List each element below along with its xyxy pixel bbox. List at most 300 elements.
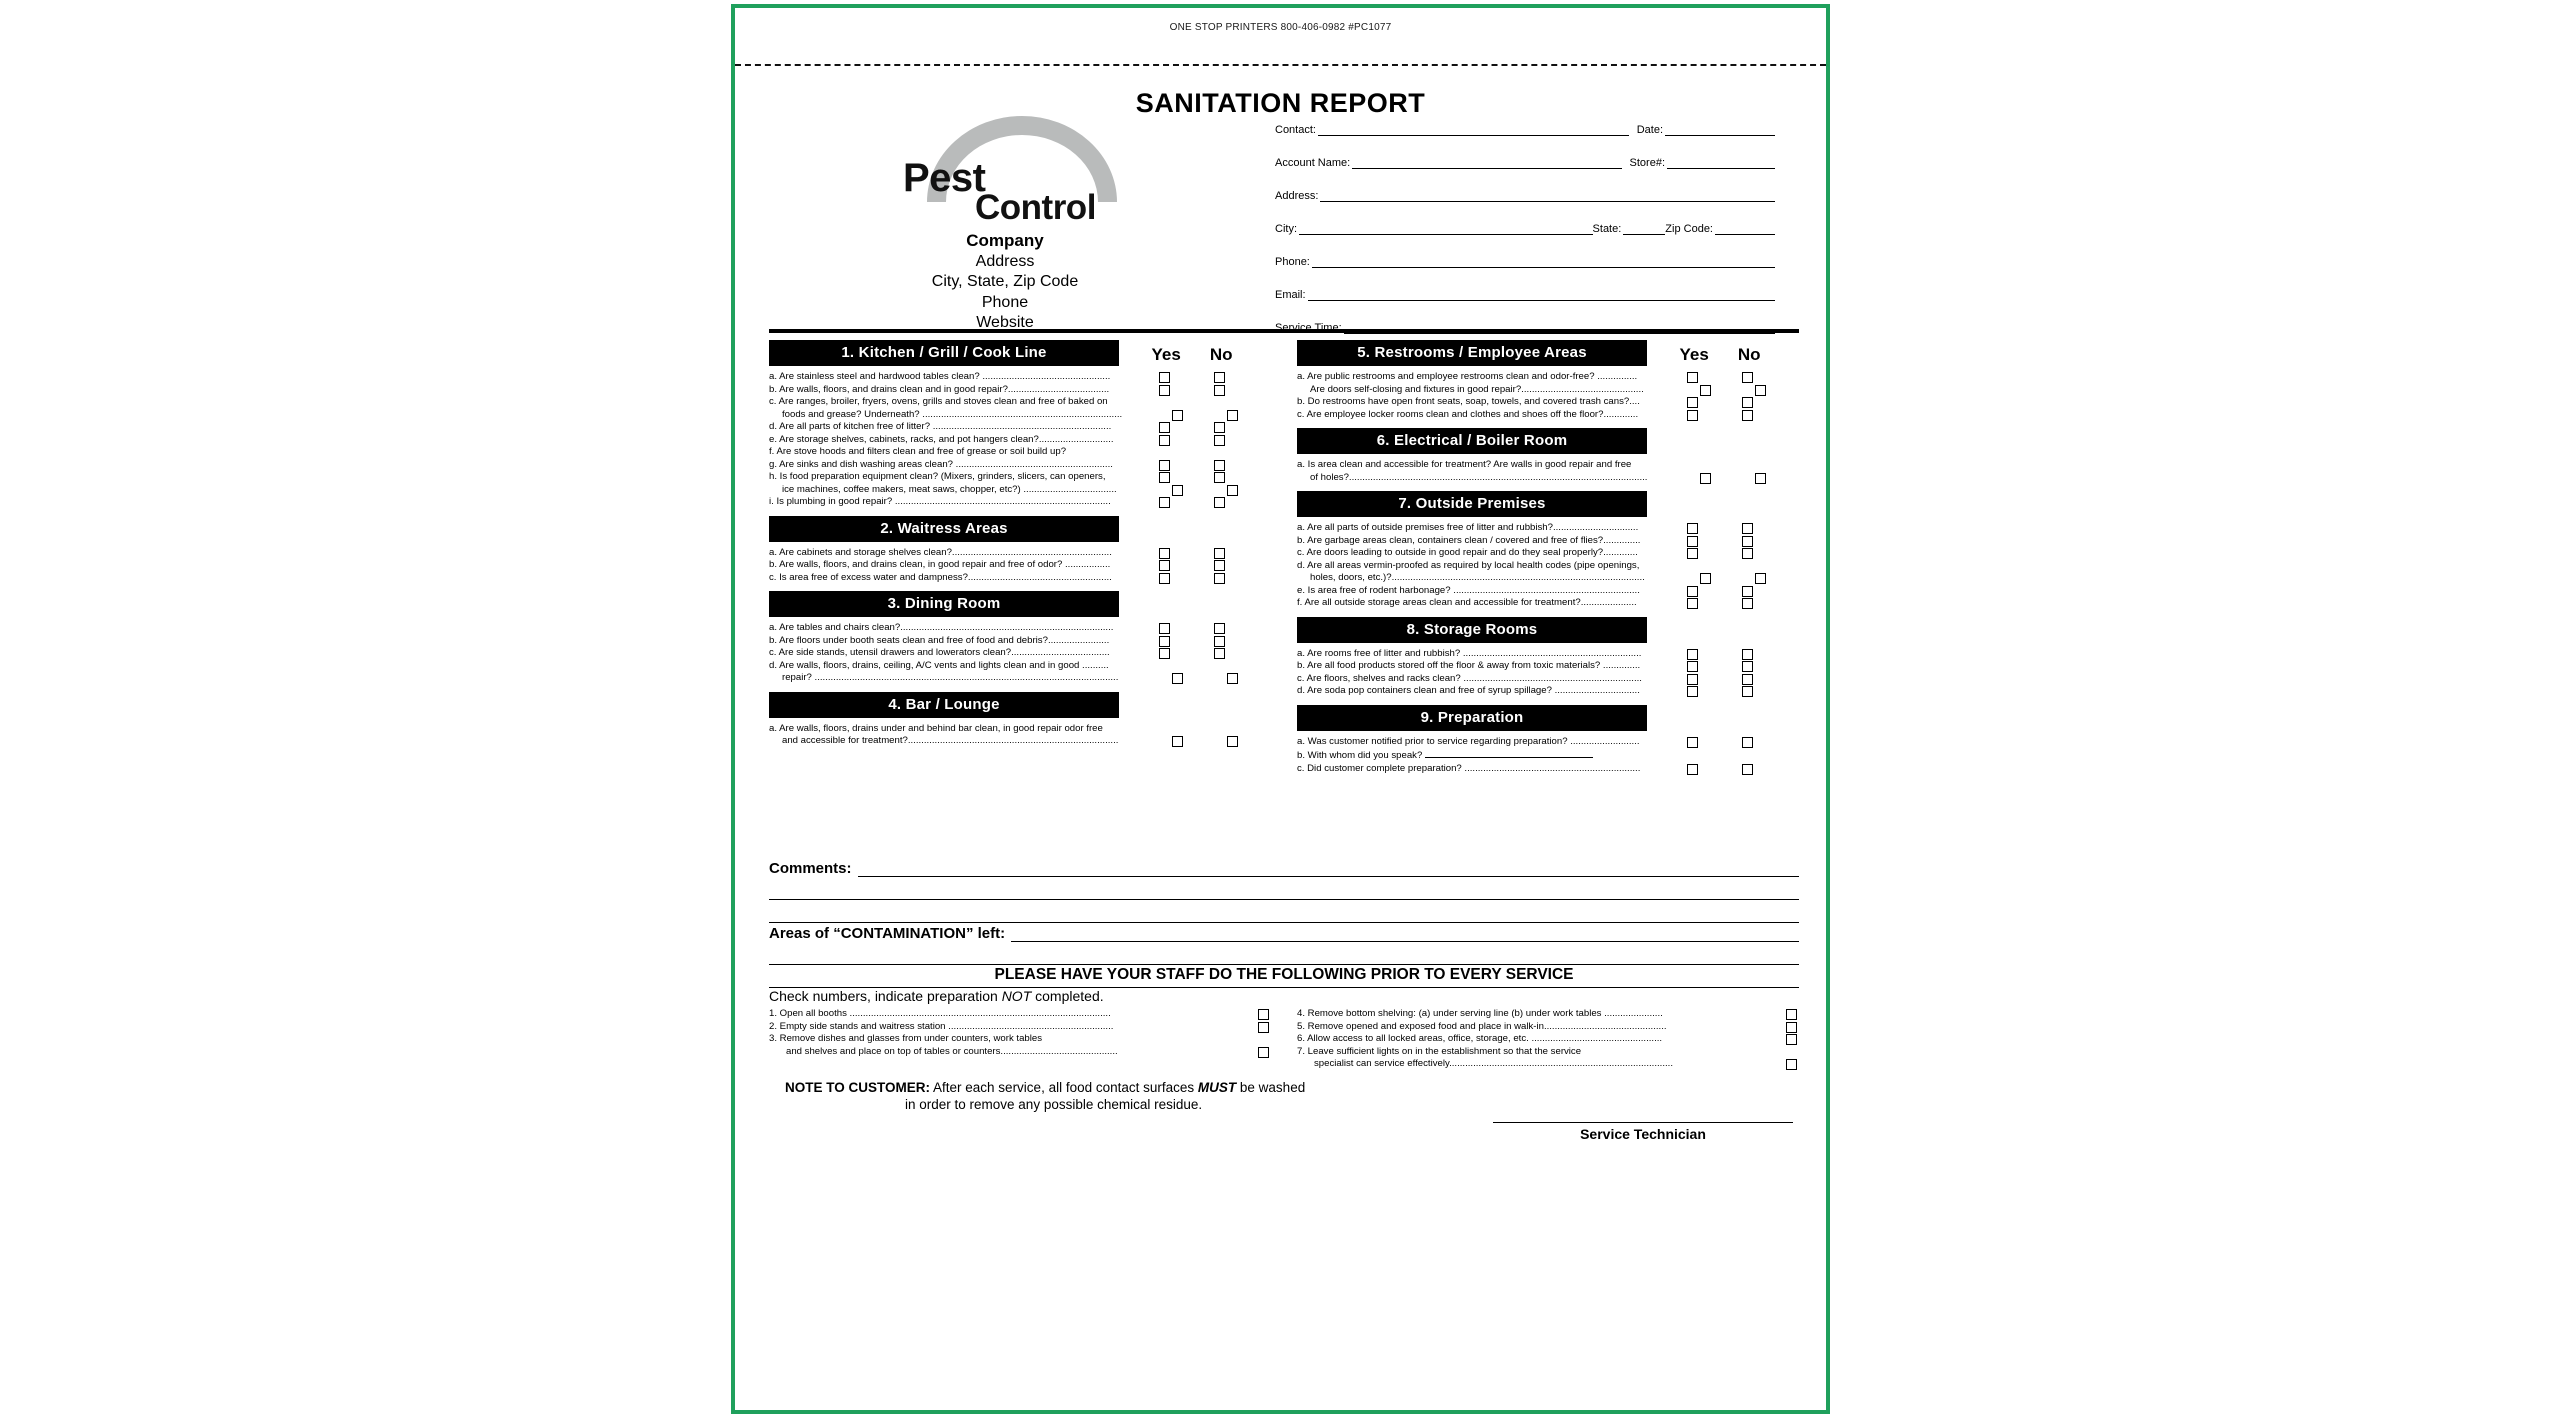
logo-word-pest: Pest bbox=[903, 156, 986, 200]
yes-checkbox[interactable] bbox=[1159, 648, 1170, 659]
yes-no-checkboxes bbox=[1137, 446, 1247, 458]
yes-checkbox[interactable] bbox=[1687, 523, 1698, 534]
no-checkbox[interactable] bbox=[1214, 385, 1225, 396]
checklist-item-label: a. Are all parts of outside premises free of litter and rubbish?................................ bbox=[1297, 522, 1639, 533]
yes-checkbox[interactable] bbox=[1687, 661, 1698, 672]
yes-checkbox[interactable] bbox=[1159, 548, 1170, 559]
no-checkbox[interactable] bbox=[1742, 674, 1753, 685]
section-spacer bbox=[1297, 421, 1797, 428]
header-divider bbox=[769, 329, 1799, 333]
yes-no-checkboxes bbox=[1150, 735, 1260, 747]
staff-instructions bbox=[769, 966, 1799, 1071]
yes-checkbox[interactable] bbox=[1159, 497, 1170, 508]
company-name: Company bbox=[966, 231, 1044, 250]
yes-checkbox[interactable] bbox=[1172, 410, 1183, 421]
no-checkbox[interactable] bbox=[1214, 497, 1225, 508]
no-checkbox[interactable] bbox=[1214, 472, 1225, 483]
contamination-input-line-2[interactable] bbox=[769, 942, 1799, 965]
section-header-row bbox=[1297, 340, 1797, 366]
staff-list-item bbox=[1297, 1033, 1797, 1046]
account-name-label: Account Name: bbox=[1275, 157, 1351, 169]
checklist-item-label: d. Are soda pop containers clean and free of syrup spillage? ................................ bbox=[1297, 685, 1640, 696]
yes-no-checkboxes bbox=[1137, 723, 1247, 735]
checklist-item bbox=[1297, 371, 1797, 384]
printer-credit: ONE STOP PRINTERS 800-406-0982 #PC1077 bbox=[1169, 22, 1392, 33]
checklist-item-label: a. Are stainless steel and hardwood tables clean? ................................................ bbox=[769, 371, 1111, 382]
no-checkbox[interactable] bbox=[1227, 673, 1238, 684]
yes-checkbox[interactable] bbox=[1172, 673, 1183, 684]
checklist-item bbox=[769, 635, 1269, 648]
staff-list-left bbox=[769, 1008, 1269, 1071]
section-header-row bbox=[769, 516, 1269, 542]
no-column-label: No bbox=[1737, 345, 1761, 364]
no-checkbox[interactable] bbox=[1742, 764, 1753, 775]
yes-checkbox[interactable] bbox=[1700, 573, 1711, 584]
no-checkbox[interactable] bbox=[1742, 548, 1753, 559]
staff-list-item-label: 1. Open all booths .................................................................................................. bbox=[769, 1008, 1111, 1019]
field-row-email bbox=[1275, 289, 1775, 301]
yes-checkbox[interactable] bbox=[1687, 548, 1698, 559]
staff-item-checkbox[interactable] bbox=[1786, 1022, 1797, 1033]
checklist-item-label: d. Are all parts of kitchen free of litter? ................................................................... bbox=[769, 421, 1112, 432]
customer-note-line-2: in order to remove any possible chemical residue. bbox=[905, 1097, 1203, 1112]
checklist-item-label: repair? .................................................................................................................. bbox=[782, 672, 1119, 683]
customer-note-area bbox=[769, 1080, 1799, 1142]
phone-label: Phone: bbox=[1275, 256, 1310, 268]
yes-no-checkboxes bbox=[1665, 371, 1775, 383]
no-checkbox[interactable] bbox=[1742, 523, 1753, 534]
yes-checkbox[interactable] bbox=[1159, 460, 1170, 471]
no-checkbox[interactable] bbox=[1742, 686, 1753, 697]
yes-checkbox[interactable] bbox=[1159, 573, 1170, 584]
pest-control-logo bbox=[865, 116, 1145, 226]
staff-item-checkbox[interactable] bbox=[1786, 1059, 1797, 1070]
section-header-row bbox=[1297, 428, 1797, 454]
store-input[interactable] bbox=[1667, 157, 1775, 169]
staff-subtitle-post: completed. bbox=[1031, 988, 1104, 1004]
checklist-item bbox=[1297, 409, 1797, 422]
staff-list-item bbox=[1297, 1021, 1797, 1034]
section-title: 7. Outside Premises bbox=[1297, 491, 1647, 517]
checklist-item bbox=[1297, 748, 1797, 763]
checklist-item bbox=[769, 735, 1269, 748]
staff-list-item-label: 5. Remove opened and exposed food and place in walk-in.............................................. bbox=[1297, 1020, 1667, 1032]
checklist-item bbox=[1297, 522, 1797, 535]
yes-checkbox[interactable] bbox=[1687, 686, 1698, 697]
yes-no-checkboxes bbox=[1137, 647, 1247, 659]
zip-input[interactable] bbox=[1715, 223, 1775, 235]
yes-no-checkboxes bbox=[1665, 409, 1775, 421]
staff-list-item bbox=[1297, 1046, 1797, 1059]
yes-no-checkboxes bbox=[1678, 572, 1788, 584]
yes-no-checkboxes bbox=[1665, 736, 1775, 748]
staff-list-item bbox=[769, 1046, 1269, 1059]
yes-column-label: Yes bbox=[1679, 345, 1709, 364]
staff-subtitle-emphasis: NOT bbox=[1001, 988, 1032, 1004]
no-checkbox[interactable] bbox=[1742, 661, 1753, 672]
yes-checkbox[interactable] bbox=[1687, 764, 1698, 775]
yes-checkbox[interactable] bbox=[1159, 435, 1170, 446]
checklist-item bbox=[769, 559, 1269, 572]
form-sheet bbox=[735, 68, 1826, 1414]
checklist-item-label: b. Are all food products stored off the floor & away from toxic materials? .............. bbox=[1297, 660, 1641, 671]
checklist-column-left bbox=[769, 340, 1269, 748]
checklist-item bbox=[1297, 597, 1797, 610]
email-label: Email: bbox=[1275, 289, 1306, 301]
checklist-item bbox=[769, 647, 1269, 660]
no-checkbox[interactable] bbox=[1742, 737, 1753, 748]
yes-checkbox[interactable] bbox=[1159, 385, 1170, 396]
section-title: 9. Preparation bbox=[1297, 705, 1647, 731]
checklist-item-label: d. Are all areas vermin-proofed as required by local health codes (pipe openings, bbox=[1297, 559, 1640, 571]
section-spacer bbox=[1297, 698, 1797, 705]
section-items bbox=[769, 547, 1269, 585]
yes-no-checkboxes bbox=[1665, 535, 1775, 547]
service-time-label: Service Time: bbox=[1275, 322, 1342, 334]
field-row-account-store bbox=[1275, 157, 1775, 169]
no-checkbox[interactable] bbox=[1214, 636, 1225, 647]
logo-word-control: Control bbox=[975, 188, 1096, 227]
yes-checkbox[interactable] bbox=[1700, 473, 1711, 484]
section-spacer bbox=[1297, 484, 1797, 491]
checklist-item bbox=[769, 496, 1269, 509]
checklist-item bbox=[1297, 535, 1797, 548]
no-column-label: No bbox=[1209, 345, 1233, 364]
checklist-item bbox=[1297, 396, 1797, 409]
company-city-state-zip: City, State, Zip Code bbox=[931, 273, 1079, 291]
yes-no-checkboxes bbox=[1665, 585, 1775, 597]
staff-item-checkbox[interactable] bbox=[1258, 1022, 1269, 1033]
yes-no-checkboxes bbox=[1665, 763, 1775, 775]
checklist-item-label: b. Do restrooms have open front seats, soap, towels, and covered trash cans?.... bbox=[1297, 396, 1640, 407]
checklist-item-label: b. Are walls, floors, and drains clean and in good repair?...................................... bbox=[769, 383, 1110, 395]
section-header-row bbox=[769, 591, 1269, 617]
contact-input[interactable] bbox=[1318, 124, 1629, 136]
yes-no-checkboxes bbox=[1665, 685, 1775, 697]
note-text-a: After each service, all food contact surfaces bbox=[930, 1080, 1198, 1095]
no-checkbox[interactable] bbox=[1214, 460, 1225, 471]
comments-input-line-3[interactable] bbox=[769, 900, 1799, 923]
comments-input-line-1[interactable] bbox=[858, 858, 1799, 877]
checklist-item bbox=[769, 672, 1269, 685]
yes-checkbox[interactable] bbox=[1172, 736, 1183, 747]
no-checkbox[interactable] bbox=[1742, 536, 1753, 547]
section-items bbox=[1297, 522, 1797, 610]
checklist-item bbox=[769, 396, 1269, 409]
no-checkbox[interactable] bbox=[1214, 548, 1225, 559]
checklist-item-label: e. Is area free of rodent harbonage? ...................................................................... bbox=[1297, 584, 1640, 596]
checklist-item bbox=[769, 409, 1269, 422]
checklist-item-label: a. Are rooms free of litter and rubbish? ................................................................... bbox=[1297, 647, 1642, 659]
date-input[interactable] bbox=[1665, 124, 1775, 136]
no-checkbox[interactable] bbox=[1214, 372, 1225, 383]
yes-checkbox[interactable] bbox=[1687, 674, 1698, 685]
no-checkbox[interactable] bbox=[1755, 473, 1766, 484]
section-header-row bbox=[1297, 617, 1797, 643]
staff-list-item bbox=[769, 1021, 1269, 1034]
checklist-item bbox=[1297, 685, 1797, 698]
staff-list-item-label: 2. Empty side stands and waitress station .............................................................. bbox=[769, 1020, 1114, 1032]
section-items bbox=[769, 622, 1269, 685]
checklist-item-label: f. Are stove hoods and filters clean and free of grease or soil build up? bbox=[769, 446, 1067, 457]
yes-checkbox[interactable] bbox=[1159, 372, 1170, 383]
staff-list-item-label: 4. Remove bottom shelving: (a) under serving line (b) under work tables ...................... bbox=[1297, 1008, 1663, 1019]
account-name-input[interactable] bbox=[1352, 157, 1621, 169]
checklist-item bbox=[769, 547, 1269, 560]
staff-list-item-label: specialist can service effectively.................................................................................... bbox=[1314, 1058, 1673, 1069]
yes-checkbox[interactable] bbox=[1172, 485, 1183, 496]
yes-checkbox[interactable] bbox=[1159, 422, 1170, 433]
address-input[interactable] bbox=[1320, 190, 1775, 202]
staff-list-item-label: and shelves and place on top of tables or counters............................................ bbox=[786, 1045, 1118, 1057]
no-checkbox[interactable] bbox=[1742, 372, 1753, 383]
yes-no-checkboxes bbox=[1665, 396, 1775, 408]
section-items bbox=[769, 371, 1269, 509]
checklist-item bbox=[1297, 472, 1797, 485]
section-header-row bbox=[1297, 491, 1797, 517]
staff-instructions-title: PLEASE HAVE YOUR STAFF DO THE FOLLOWING PRIOR TO EVERY SERVICE bbox=[994, 966, 1574, 983]
yes-no-checkboxes bbox=[1665, 560, 1775, 572]
checklist-item-label: b. Are garbage areas clean, containers clean / covered and free of flies?.............. bbox=[1297, 534, 1641, 546]
signature-label: Service Technician bbox=[1580, 1126, 1706, 1142]
form-page bbox=[731, 4, 1830, 1414]
checklist-item-label: h. Is food preparation equipment clean? (Mixers, grinders, slicers, can openers, bbox=[769, 471, 1106, 482]
yes-checkbox[interactable] bbox=[1687, 586, 1698, 597]
staff-list-right bbox=[1297, 1008, 1797, 1071]
section-items bbox=[1297, 736, 1797, 776]
no-checkbox[interactable] bbox=[1742, 586, 1753, 597]
signature-area bbox=[1493, 1122, 1793, 1142]
yes-no-checkboxes bbox=[1137, 384, 1247, 396]
yes-no-checkboxes bbox=[1150, 484, 1260, 496]
section-header-row bbox=[769, 340, 1269, 366]
yes-checkbox[interactable] bbox=[1687, 536, 1698, 547]
yes-no-checkboxes bbox=[1665, 648, 1775, 660]
comments-label: Comments: bbox=[769, 860, 852, 877]
checklist-item-label: a. Are walls, floors, drains under and behind bar clean, in good repair odor free bbox=[769, 722, 1103, 734]
yes-no-checkboxes bbox=[1665, 547, 1775, 559]
yes-checkbox[interactable] bbox=[1687, 372, 1698, 383]
yes-no-checkboxes bbox=[1137, 547, 1247, 559]
checklist-item-label: c. Are floors, shelves and racks clean? ................................................................... bbox=[1297, 672, 1642, 684]
company-address-block bbox=[795, 230, 1215, 334]
yes-no-checkboxes bbox=[1137, 434, 1247, 446]
yes-checkbox[interactable] bbox=[1687, 397, 1698, 408]
no-checkbox[interactable] bbox=[1214, 422, 1225, 433]
staff-list-item bbox=[769, 1008, 1269, 1021]
field-row-phone bbox=[1275, 256, 1775, 268]
section-title: 8. Storage Rooms bbox=[1297, 617, 1647, 643]
note-bold-prefix: NOTE TO CUSTOMER: bbox=[785, 1080, 931, 1095]
section-header-row bbox=[1297, 705, 1797, 731]
checklist-item-label: c. Did customer complete preparation? .................................................................. bbox=[1297, 762, 1641, 774]
yes-no-checkboxes bbox=[1137, 496, 1247, 508]
customer-note-line-1 bbox=[769, 1080, 1799, 1095]
field-row-contact-date bbox=[1275, 124, 1775, 136]
section-items bbox=[769, 723, 1269, 748]
staff-item-checkbox[interactable] bbox=[1786, 1009, 1797, 1020]
city-input[interactable] bbox=[1299, 223, 1593, 235]
checklist-item-label: and accessible for treatment?............................................................................... bbox=[782, 735, 1119, 746]
no-checkbox[interactable] bbox=[1214, 560, 1225, 571]
yes-no-checkboxes bbox=[1137, 622, 1247, 634]
yes-no-checkboxes bbox=[1665, 748, 1775, 760]
no-checkbox[interactable] bbox=[1742, 598, 1753, 609]
speak-with-input[interactable] bbox=[1425, 748, 1593, 758]
no-checkbox[interactable] bbox=[1214, 435, 1225, 446]
yes-checkbox[interactable] bbox=[1687, 598, 1698, 609]
comments-input-line-2[interactable] bbox=[769, 877, 1799, 900]
section-spacer bbox=[1297, 610, 1797, 617]
no-checkbox[interactable] bbox=[1755, 573, 1766, 584]
checklist-item bbox=[1297, 585, 1797, 598]
no-checkbox[interactable] bbox=[1742, 410, 1753, 421]
section-title: 5. Restrooms / Employee Areas bbox=[1297, 340, 1647, 366]
checklist-item bbox=[769, 384, 1269, 397]
yes-column-label: Yes bbox=[1151, 345, 1181, 364]
checklist-item-label: b. With whom did you speak? bbox=[1297, 748, 1647, 763]
no-checkbox[interactable] bbox=[1227, 736, 1238, 747]
checklist-item-label: a. Are cabinets and storage shelves clean?............................................................ bbox=[769, 546, 1112, 558]
address-label: Address: bbox=[1275, 190, 1319, 202]
contamination-label: Areas of “CONTAMINATION” left: bbox=[769, 925, 1006, 942]
zip-label: Zip Code: bbox=[1665, 223, 1713, 235]
yes-checkbox[interactable] bbox=[1159, 623, 1170, 634]
company-phone: Phone bbox=[981, 293, 1029, 311]
checklist-item bbox=[1297, 763, 1797, 776]
checklist-item bbox=[769, 660, 1269, 673]
checklist-item-label: holes, doors, etc.)?............................................................................................... bbox=[1310, 572, 1645, 583]
phone-input[interactable] bbox=[1312, 256, 1775, 268]
section-header-row bbox=[769, 692, 1269, 718]
no-checkbox[interactable] bbox=[1742, 649, 1753, 660]
section-spacer bbox=[769, 685, 1269, 692]
checklist-item bbox=[1297, 673, 1797, 686]
staff-instructions-subtitle bbox=[769, 988, 1799, 1004]
company-address: Address bbox=[975, 252, 1035, 270]
yes-checkbox[interactable] bbox=[1687, 737, 1698, 748]
checklist-item bbox=[769, 572, 1269, 585]
checklist-item-label: f. Are all outside storage areas clean and accessible for treatment?..................... bbox=[1297, 597, 1637, 608]
email-input[interactable] bbox=[1308, 289, 1775, 301]
note-text-b: be washed bbox=[1236, 1080, 1306, 1095]
staff-lists bbox=[769, 1008, 1799, 1071]
checklist-item-label: c. Is area free of excess water and dampness?...................................................... bbox=[769, 571, 1112, 583]
checklist-item bbox=[769, 434, 1269, 447]
state-input[interactable] bbox=[1623, 223, 1665, 235]
company-website: Website bbox=[976, 314, 1034, 332]
staff-list-item bbox=[1297, 1058, 1797, 1071]
no-checkbox[interactable] bbox=[1214, 648, 1225, 659]
section-spacer bbox=[769, 584, 1269, 591]
state-label: State: bbox=[1592, 223, 1622, 235]
checklist-item-label: c. Are ranges, broiler, fryers, ovens, grills and stoves clean and free of baked on bbox=[769, 396, 1108, 407]
checklist-item bbox=[769, 723, 1269, 736]
yes-checkbox[interactable] bbox=[1159, 560, 1170, 571]
section-items bbox=[1297, 459, 1797, 484]
no-checkbox[interactable] bbox=[1227, 485, 1238, 496]
no-checkbox[interactable] bbox=[1214, 623, 1225, 634]
no-checkbox[interactable] bbox=[1227, 410, 1238, 421]
checklist-item bbox=[769, 446, 1269, 459]
checklist-item bbox=[1297, 384, 1797, 397]
company-block bbox=[795, 116, 1215, 334]
yes-no-checkboxes bbox=[1137, 660, 1247, 672]
checklist-item bbox=[769, 622, 1269, 635]
checklist-item bbox=[769, 484, 1269, 497]
checklist-item-label: Are doors self-closing and fixtures in good repair?.............................................. bbox=[1310, 383, 1644, 395]
yes-checkbox[interactable] bbox=[1687, 649, 1698, 660]
staff-item-checkbox[interactable] bbox=[1786, 1034, 1797, 1045]
checklist-item-label: c. Are side stands, utensil drawers and lowerators clean?..................................... bbox=[769, 647, 1110, 658]
checklist-column-right bbox=[1297, 340, 1797, 775]
yes-no-checkboxes bbox=[1678, 384, 1788, 396]
yes-no-checkboxes bbox=[1665, 522, 1775, 534]
field-row-city-state-zip bbox=[1275, 223, 1775, 235]
staff-item-checkbox[interactable] bbox=[1258, 1009, 1269, 1020]
checklist-item bbox=[769, 421, 1269, 434]
yes-checkbox[interactable] bbox=[1700, 385, 1711, 396]
checklist-item-label: c. Are doors leading to outside in good repair and do they seal properly?............. bbox=[1297, 547, 1638, 558]
perforation-line bbox=[735, 64, 1826, 66]
yes-no-checkboxes bbox=[1678, 472, 1788, 484]
checklist-item-label: a. Are public restrooms and employee restrooms clean and odor-free? ............... bbox=[1297, 371, 1638, 382]
yes-checkbox[interactable] bbox=[1687, 410, 1698, 421]
city-label: City: bbox=[1275, 223, 1297, 235]
checklist-item bbox=[1297, 572, 1797, 585]
contamination-row bbox=[769, 923, 1799, 942]
comments-row bbox=[769, 858, 1799, 877]
checklist-item-label: e. Are storage shelves, cabinets, racks, and pot hangers clean?............................ bbox=[769, 433, 1114, 445]
section-title: 4. Bar / Lounge bbox=[769, 692, 1119, 718]
contamination-input-line-1[interactable] bbox=[1011, 923, 1799, 942]
checklist-item bbox=[769, 471, 1269, 484]
checklist-item bbox=[1297, 459, 1797, 472]
checklist-item bbox=[769, 459, 1269, 472]
yes-checkbox[interactable] bbox=[1159, 636, 1170, 647]
contact-label: Contact: bbox=[1275, 124, 1316, 136]
yes-no-checkboxes bbox=[1665, 673, 1775, 685]
checklist-item bbox=[769, 371, 1269, 384]
yes-no-header bbox=[1137, 345, 1247, 366]
checklist-item-label: b. Are floors under booth seats clean and free of food and debris?....................... bbox=[769, 634, 1110, 646]
yes-no-checkboxes bbox=[1137, 371, 1247, 383]
date-label: Date: bbox=[1636, 124, 1663, 136]
yes-no-checkboxes bbox=[1137, 471, 1247, 483]
yes-no-checkboxes bbox=[1665, 660, 1775, 672]
yes-checkbox[interactable] bbox=[1159, 472, 1170, 483]
staff-list-item-label: 3. Remove dishes and glasses from under counters, work tables bbox=[769, 1033, 1043, 1044]
staff-item-checkbox[interactable] bbox=[1258, 1047, 1269, 1058]
yes-no-checkboxes bbox=[1665, 459, 1775, 471]
section-title: 6. Electrical / Boiler Room bbox=[1297, 428, 1647, 454]
checklist-item-label: i. Is plumbing in good repair? ................................................................................. bbox=[769, 496, 1111, 507]
checklist-item-label: a. Is area clean and accessible for treatment? Are walls in good repair and free bbox=[1297, 459, 1632, 470]
no-checkbox[interactable] bbox=[1742, 397, 1753, 408]
yes-no-checkboxes bbox=[1665, 597, 1775, 609]
section-title: 1. Kitchen / Grill / Cook Line bbox=[769, 340, 1119, 366]
page-title: SANITATION REPORT bbox=[1135, 88, 1426, 118]
yes-no-header bbox=[1665, 345, 1775, 366]
section-items bbox=[1297, 371, 1797, 421]
no-checkbox[interactable] bbox=[1214, 573, 1225, 584]
checklist-item bbox=[1297, 736, 1797, 749]
signature-line[interactable] bbox=[1493, 1122, 1793, 1123]
checklist-item-label: a. Are tables and chairs clean?................................................................................ bbox=[769, 622, 1114, 633]
checklist-item-label: g. Are sinks and dish washing areas clean? ........................................................... bbox=[769, 458, 1113, 470]
no-checkbox[interactable] bbox=[1755, 385, 1766, 396]
checklist-item bbox=[1297, 648, 1797, 661]
